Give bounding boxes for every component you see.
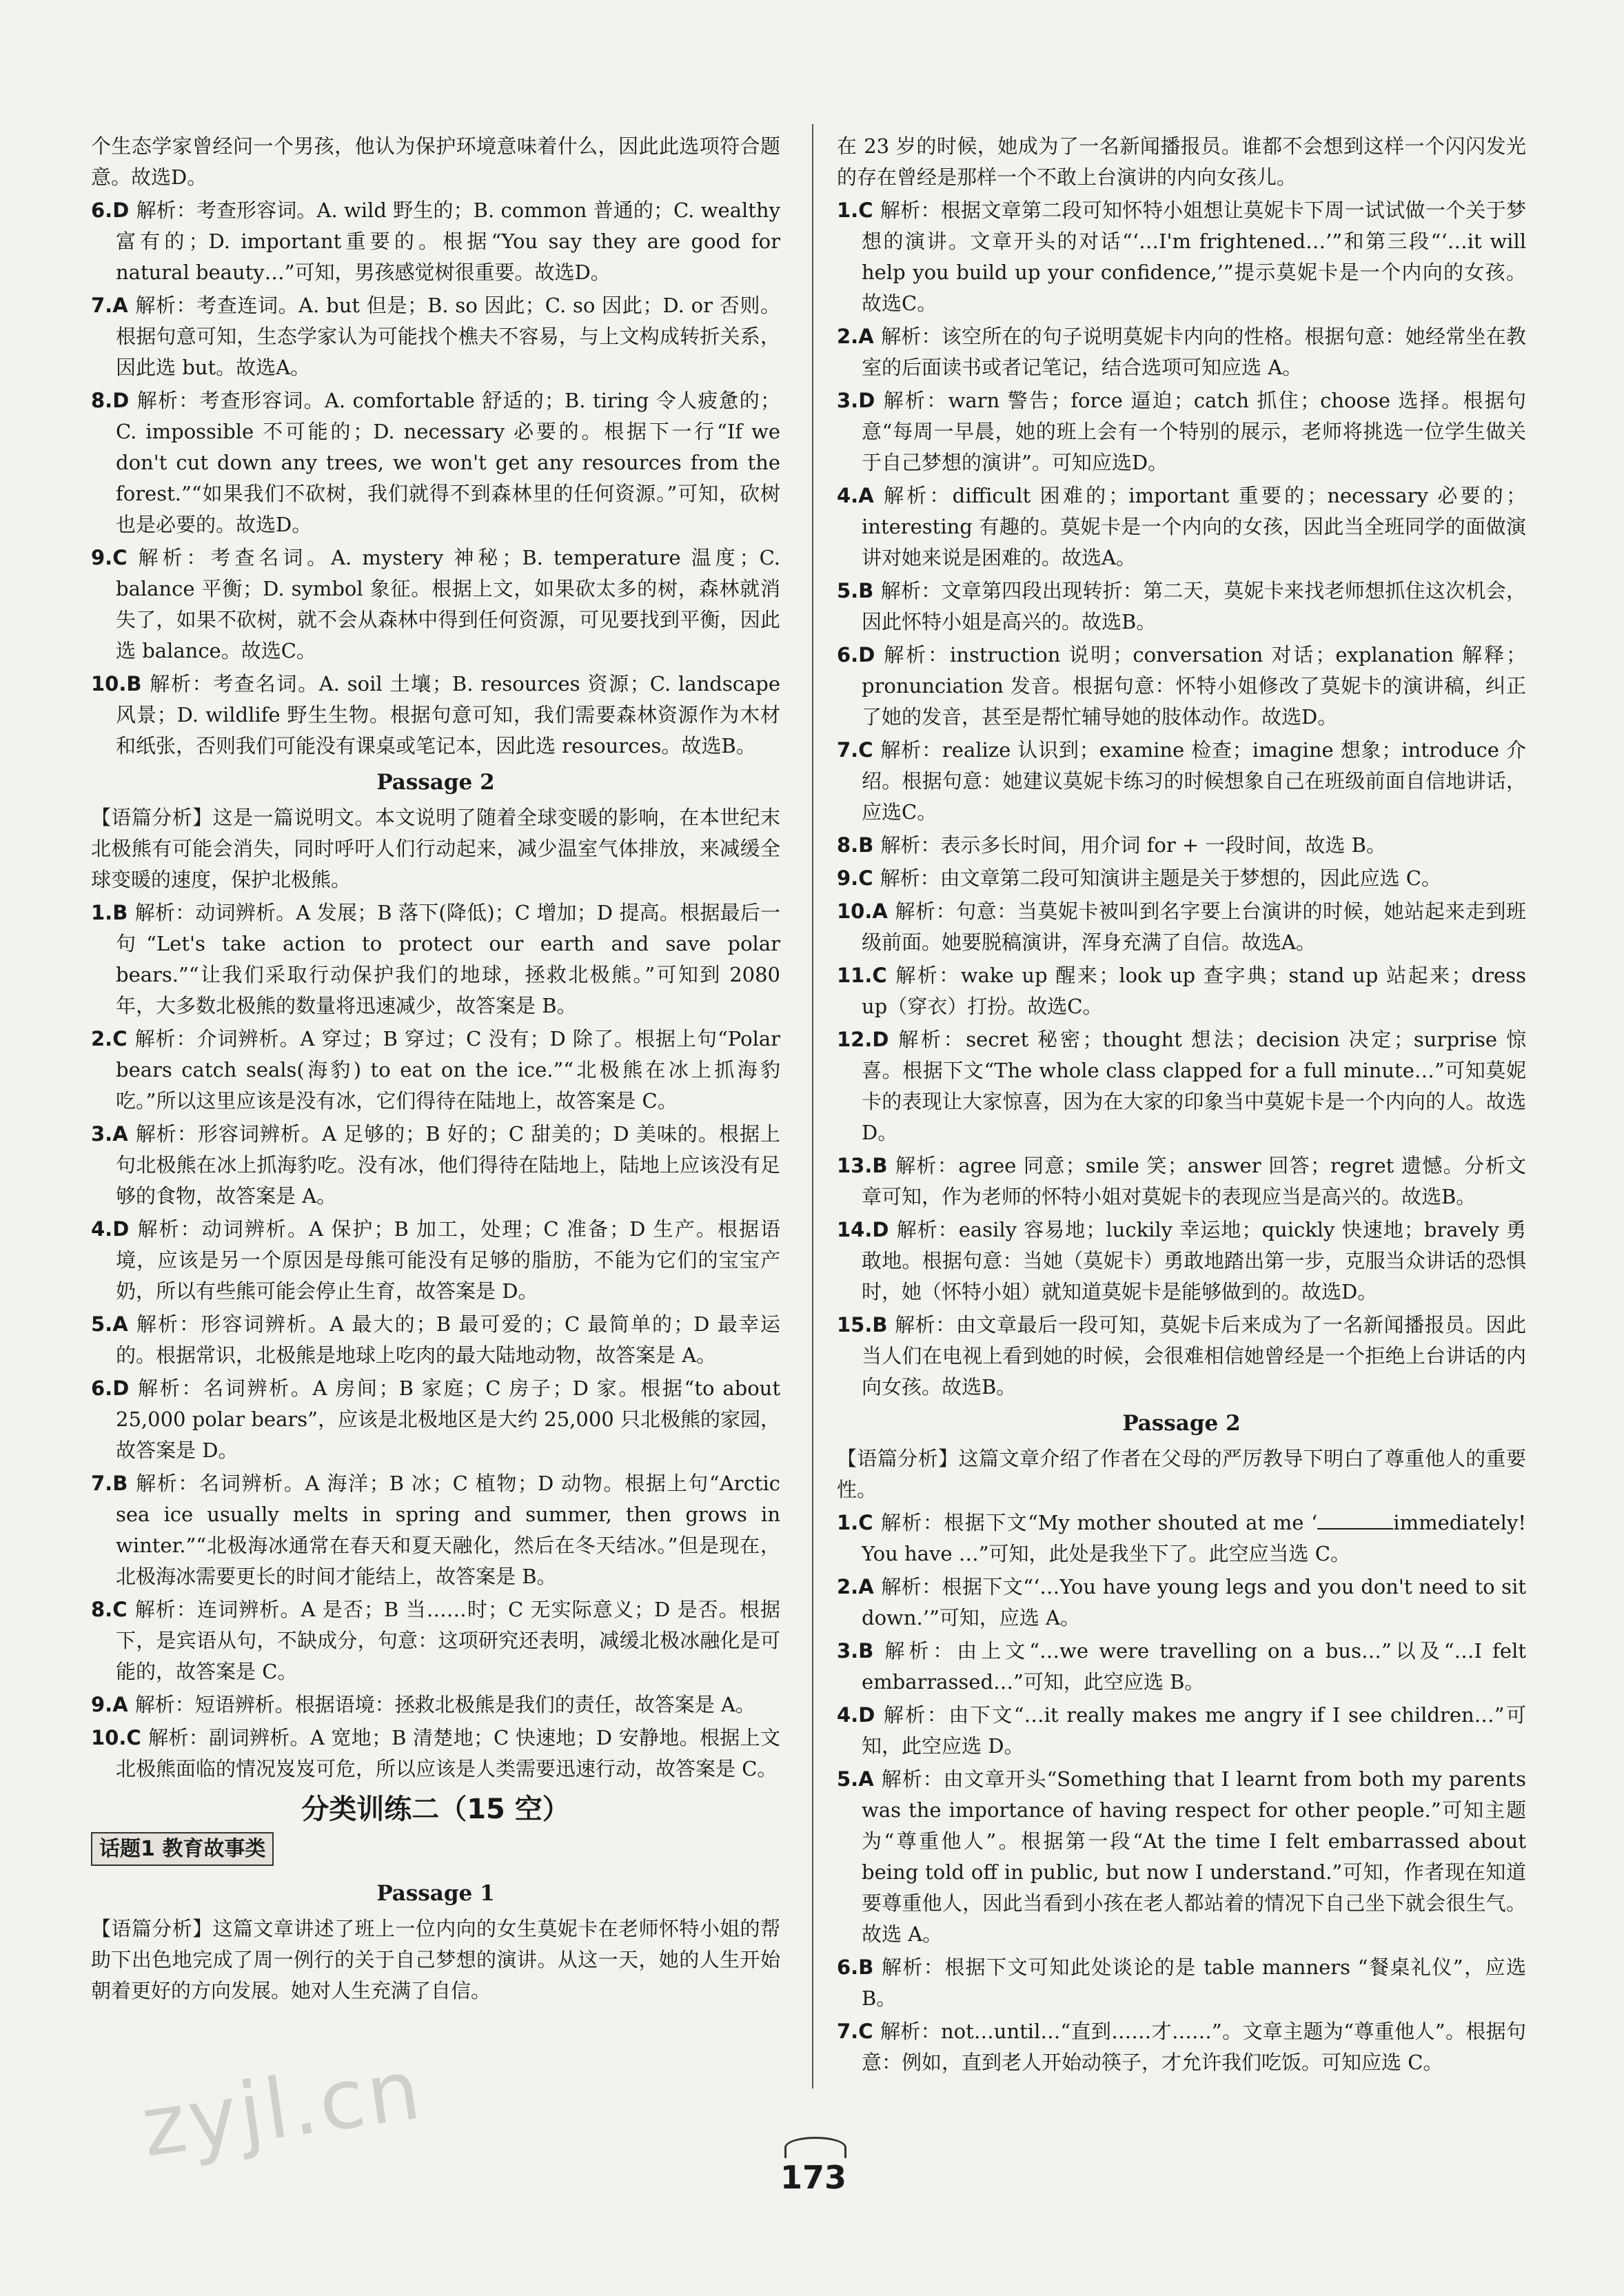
answer-text: 解析：由下文“…it really makes me angry if I see children…”可知，此空应选 D。	[862, 1703, 1526, 1758]
answer-item	[91, 542, 780, 667]
answer-item	[91, 1689, 780, 1720]
answer-key: 12.D	[837, 1028, 899, 1051]
answer-text: 解析：文章第四段出现转折：第二天，莫妮卡来找老师想抓住这次机会，因此怀特小姐是高兴的。故选B。	[862, 579, 1526, 633]
answer-key: 4.D	[91, 1217, 138, 1241]
answer-text: 解析：表示多长时间，用介词 for + 一段时间，故选 B。	[880, 833, 1386, 857]
answer-key: 7.A	[91, 294, 136, 317]
answer-key: 4.A	[837, 484, 884, 507]
answer-text: 解析：wake up 醒来；look up 查字典；stand up 站起来；dress up（穿衣）打扮。故选C。	[862, 964, 1526, 1018]
answer-key: 9.A	[91, 1693, 135, 1716]
passage-analysis: 【语篇分析】这篇文章讲述了班上一位内向的女生莫妮卡在老师怀特小姐的帮助下出色地完成了周一例行的关于自己梦想的演讲。从这一天，她的人生开始朝着更好的方向发展。她对人生充满了自信。	[91, 1917, 780, 2002]
answer-key: 1.C	[837, 199, 880, 222]
answer-item	[837, 1150, 1526, 1212]
answer-text: 解析：副词辨析。A 宽地；B 清楚地；C 快速地；D 安静地。根据上文北极熊面临的情况岌岌可危，所以应该是人类需要迅速行动，故答案是 C。	[116, 1726, 780, 1780]
answer-key: 8.B	[837, 833, 881, 857]
answer-item	[837, 1952, 1526, 2014]
answer-text: immediately! You have …”可知，此处是我坐下了。此空应当选 C。	[862, 1511, 1526, 1565]
answer-text: 解析：考查形容词。A. comfortable 舒适的；B. tiring 令人疲惫的；C. impossible 不可能的；D. necessary 必要的。根据下一行“If we don't cut down any trees, we won't get any resources from the forest.”“如果我们不砍树，我们就得不到森林里的任何资源。”可知，砍树也是必要的。故选D。	[116, 389, 780, 536]
answer-key: 7.C	[837, 738, 881, 762]
answer-key: 15.B	[837, 1313, 895, 1337]
answer-key: 2.A	[837, 325, 881, 348]
answer-item	[91, 1214, 780, 1307]
answer-list	[837, 1507, 1526, 2078]
answer-item	[91, 1723, 780, 1785]
answer-item	[837, 576, 1526, 638]
answer-key: 6.D	[91, 199, 136, 222]
answer-item	[91, 897, 780, 1022]
answer-key: 9.C	[91, 546, 139, 569]
answer-text: 解析：该空所在的句子说明莫妮卡内向的性格。根据句意：她经常坐在教室的后面读书或者记笔记，结合选项可知应选 A。	[862, 325, 1526, 379]
answer-item	[91, 290, 780, 383]
passage-title: Passage 1	[376, 1881, 495, 1906]
right-column	[837, 131, 1526, 2080]
answer-key: 3.D	[837, 389, 884, 412]
answer-text: 解析：not…until…“直到……才……”。文章主题为“尊重他人”。根据句意：例如，直到老人开始动筷子，才允许我们吃饭。可知应选 C。	[862, 2020, 1527, 2074]
answer-item	[837, 1310, 1526, 1403]
topic-label: 话题1 教育故事类	[91, 1832, 274, 1866]
answer-item	[837, 480, 1526, 573]
answer-item	[837, 385, 1526, 478]
answer-key: 3.A	[91, 1122, 136, 1146]
answer-key: 6.D	[837, 643, 884, 667]
answer-key: 11.C	[837, 964, 896, 987]
answer-text: 解析：形容词辨析。A 最大的；B 最可爱的；C 最简单的；D 最幸运的。根据常识，北极熊是地球上吃肉的最大陆地动物，故答案是 A。	[116, 1312, 780, 1367]
answer-text: 解析：连词辨析。A 是否；B 当……时；C 无实际意义；D 是否。根据下，是宾语从句，不缺成分，句意：这项研究还表明，减缓北极冰融化是可能的，故答案是 C。	[116, 1598, 780, 1683]
answer-text: 解析：由文章最后一段可知，莫妮卡后来成为了一名新闻播报员。因此当人们在电视上看到她的时候，会很难相信她曾经是一个拒绝上台讲话的内向女孩。故选B。	[862, 1313, 1526, 1399]
answer-list	[91, 897, 780, 1785]
answer-item	[837, 896, 1526, 958]
answer-key: 5.A	[91, 1312, 136, 1336]
answer-key: 7.B	[91, 1472, 136, 1495]
answer-key: 8.D	[91, 389, 137, 412]
answer-text: 解析：根据文章第二段可知怀特小姐想让莫妮卡下周一试试做一个关于梦想的演讲。文章开头的对话“‘…I'm frightened…’”和第三段“‘…it will help you build up your confidence,’”提示莫妮卡是一个内向的女孩。故选C。	[862, 199, 1526, 315]
answer-text: 解析：动词辨析。A 发展；B 落下(降低)；C 增加；D 提高。根据最后一句“Let's take action to protect our earth and save polar bears.”“让我们采取行动保护我们的地球，拯救北极熊。”可知到 2080 年，大多数北极熊的数量将迅速减少，故答案是 B。	[116, 901, 780, 1017]
section-title: 分类训练二（15 空）	[301, 1794, 570, 1825]
page-ornament-icon	[784, 2137, 846, 2158]
answer-key: 4.D	[837, 1703, 884, 1727]
answer-key: 2.A	[837, 1575, 882, 1598]
answer-key: 5.B	[837, 579, 881, 602]
answer-item	[91, 1119, 780, 1212]
answer-text: 解析：由文章开头“Something that I learnt from both my parents was the importance of having respect for other people.”可知主题为“尊重他人”。根据第一段“At the time I felt embarrassed about being told off in public, but now I understand.”可知，作者现在知道要尊重他人，因此当看到小孩在老人都站着的情况下自己坐下就会很生气。故选 A。	[862, 1767, 1526, 1946]
answer-item	[837, 1636, 1526, 1698]
answer-text: 解析：根据下文可知此处谈论的是 table manners “餐桌礼仪”，应选 B。	[862, 1955, 1526, 2010]
answer-text: 解析：difficult 困难的；important 重要的；necessary 必要的；interesting 有趣的。莫妮卡是一个内向的女孩，因此当全班同学的面做演讲对她来说是困难的。故选A。	[862, 484, 1526, 569]
passage-title: Passage 2	[376, 770, 495, 795]
answer-text: 解析：agree 同意；smile 笑；answer 回答；regret 遗憾。分析文章可知，作为老师的怀特小姐对莫妮卡的表现应当是高兴的。故选B。	[862, 1154, 1526, 1208]
answer-text: 解析：easily 容易地；luckily 幸运地；quickly 快速地；bravely 勇敢地。根据句意：当她（莫妮卡）勇敢地踏出第一步，克服当众讲话的恐惧时，她（怀特小姐）就知道莫妮卡是能够做到的。故选D。	[862, 1218, 1527, 1303]
answer-item	[91, 195, 780, 288]
answer-key: 10.C	[91, 1726, 149, 1749]
answer-text: 解析：realize 认识到；examine 检查；imagine 想象；introduce 介绍。根据句意：她建议莫妮卡练习的时候想象自己在班级前面自信地讲话，应选C。	[862, 738, 1527, 824]
passage-analysis: 【语篇分析】这篇文章介绍了作者在父母的严厉教导下明白了尊重他人的重要性。	[837, 1447, 1526, 1501]
answer-key: 1.C	[837, 1511, 881, 1534]
answer-text: 解析：考查连词。A. but 但是；B. so 因此；C. so 因此；D. or 否则。根据句意可知，生态学家认为可能找个樵夫不容易，与上文构成转折关系，因此选 but。故选A。	[116, 294, 780, 379]
answer-text: 解析：句意：当莫妮卡被叫到名字要上台演讲的时候，她站起来走到班级前面。她要脱稿演讲，浑身充满了自信。故选A。	[862, 900, 1526, 954]
answer-key: 8.C	[91, 1598, 135, 1621]
passage-title: Passage 2	[1122, 1411, 1241, 1436]
answer-key: 1.B	[91, 901, 135, 924]
answer-key: 10.A	[837, 900, 895, 923]
answer-text: 解析：名词辨析。A 房间；B 家庭；C 房子；D 家。根据“to about 25,000 polar bears”，应该是北极地区是大约 25,000 只北极熊的家园，故答案是 D。	[116, 1376, 780, 1462]
answer-text: 解析：由文章第二段可知演讲主题是关于梦想的，因此应选 C。	[880, 866, 1441, 890]
answer-key: 3.B	[837, 1639, 885, 1663]
page-number-badge	[765, 2144, 862, 2206]
answer-text: 解析：考查名词。A. soil 土壤；B. resources 资源；C. landscape 风景；D. wildlife 野生生物。根据句意可知，我们需要森林资源作为木材和纸张，否则我们可能没有课桌或笔记本，因此选 resources。故选B。	[116, 672, 781, 758]
answer-item	[91, 1594, 780, 1687]
answer-item	[837, 2016, 1526, 2078]
answer-list	[837, 195, 1526, 1403]
answer-key: 2.C	[91, 1027, 135, 1050]
answer-key: 10.B	[91, 672, 150, 695]
answer-item	[837, 1700, 1526, 1762]
answer-item	[837, 321, 1526, 383]
paragraph: 在 23 岁的时候，她成为了一名新闻播报员。谁都不会想到这样一个闪闪发光的存在曾经是那样一个不敢上台演讲的内向女孩儿。	[837, 134, 1526, 189]
fill-blank	[1317, 1510, 1393, 1530]
answer-item	[91, 1468, 780, 1592]
answer-item	[91, 1024, 780, 1117]
answer-item	[837, 863, 1526, 894]
answer-text: 解析：warn 警告；force 逼迫；catch 抓住；choose 选择。根据句意“每周一早晨，她的班上会有一个特别的展示，老师将挑选一位学生做关于自己梦想的演讲”。可知应选D。	[862, 389, 1526, 474]
answer-item	[91, 1373, 780, 1466]
left-column	[91, 131, 780, 2009]
answer-text: 解析：形容词辨析。A 足够的；B 好的；C 甜美的；D 美味的。根据上句北极熊在冰上抓海豹吃。没有冰，他们得待在陆地上，陆地上应该没有足够的食物，故答案是 A。	[116, 1122, 780, 1208]
answer-text: 解析：考查形容词。A. wild 野生的；B. common 普通的；C. wealthy 富有的；D. important重要的。根据“You say they are good for natural beauty…”可知，男孩感觉树很重要。故选D。	[116, 199, 780, 284]
answer-item	[837, 960, 1526, 1022]
answer-item	[837, 1764, 1526, 1950]
answer-text: 解析：instruction 说明；conversation 对话；explanation 解释；pronunciation 发音。根据句意：怀特小姐修改了莫妮卡的演讲稿，纠正了她的发音，甚至是帮忙辅导她的肢体动作。故选D。	[862, 643, 1526, 729]
answer-key: 13.B	[837, 1154, 895, 1177]
answer-item	[91, 1309, 780, 1371]
answer-text: 解析：考查名词。A. mystery 神秘；B. temperature 温度；C. balance 平衡；D. symbol 象征。根据上文，如果砍太多的树，森林就消失了，如果不砍树，就不会从森林中得到任何资源，可见要找到平衡，因此选 balance。故选C。	[116, 546, 780, 662]
answer-item	[837, 640, 1526, 733]
answer-text: 解析：名词辨析。A 海洋；B 冰；C 植物；D 动物。根据上句“Arctic sea ice usually melts in spring and summer, then grows in winter.”“北极海冰通常在春天和夏天融化，然后在冬天结冰。”但是现在，北极海冰需要更长的时间才能结上，故答案是 B。	[116, 1472, 780, 1588]
answer-list	[91, 195, 780, 762]
answer-item	[837, 735, 1526, 828]
answer-key: 6.D	[91, 1376, 139, 1400]
answer-key: 7.C	[837, 2020, 880, 2043]
answer-text: 解析：根据下文“My mother shouted at me ‘	[881, 1511, 1318, 1534]
answer-item	[837, 1024, 1526, 1148]
answer-item	[91, 385, 780, 540]
answer-text: 解析：由上文“…we were travelling on a bus…”以及“…I felt embarrassed…”可知，此空应选 B。	[862, 1639, 1526, 1694]
answer-item	[837, 1507, 1526, 1569]
answer-key: 14.D	[837, 1218, 897, 1241]
answer-item	[837, 1215, 1526, 1308]
answer-text: 解析：动词辨析。A 保护；B 加工，处理；C 准备；D 生产。根据语境，应该是另一个原因是母熊可能没有足够的脂肪，不能为它们的宝宝产奶，所以有些熊可能会停止生育，故答案是 D。	[116, 1217, 780, 1303]
answer-text: 解析：短语辨析。根据语境：拯救北极熊是我们的责任，故答案是 A。	[134, 1693, 755, 1716]
answer-text: 解析：secret 秘密；thought 想法；decision 决定；surprise 惊喜。根据下文“The whole class clapped for a full minute…”可知莫妮卡的表现让大家惊喜，因为在大家的印象当中莫妮卡是一个内向的人。故选D。	[862, 1028, 1526, 1144]
answer-item	[837, 1572, 1526, 1634]
answer-key: 6.B	[837, 1955, 882, 1979]
answer-key: 9.C	[837, 866, 880, 890]
answer-item	[837, 830, 1526, 861]
answer-item	[91, 669, 780, 762]
answer-item	[837, 195, 1526, 319]
column-divider	[812, 124, 813, 2089]
watermark: zyjl.cn	[136, 2042, 429, 2176]
answer-text: 解析：根据下文“‘…You have young legs and you don't need to sit down.’”可知，应选 A。	[862, 1575, 1526, 1629]
passage-analysis: 【语篇分析】这是一篇说明文。本文说明了随着全球变暖的影响，在本世纪末北极熊有可能会消失，同时呼吁人们行动起来，减少温室气体排放，来减缓全球变暖的速度，保护北极熊。	[91, 806, 780, 891]
answer-text: 解析：介词辨析。A 穿过；B 穿过；C 没有；D 除了。根据上句“Polar bears catch seals(海豹) to eat on the ice.”“北极熊在冰上抓海豹吃。”所以这里应该是没有冰，它们得待在陆地上，故答案是 C。	[116, 1027, 781, 1113]
paragraph: 个生态学家曾经问一个男孩，他认为保护环境意味着什么，因此此选项符合题意。故选D。	[91, 134, 780, 189]
page-number: 173	[780, 2159, 847, 2196]
answer-key: 5.A	[837, 1767, 882, 1791]
